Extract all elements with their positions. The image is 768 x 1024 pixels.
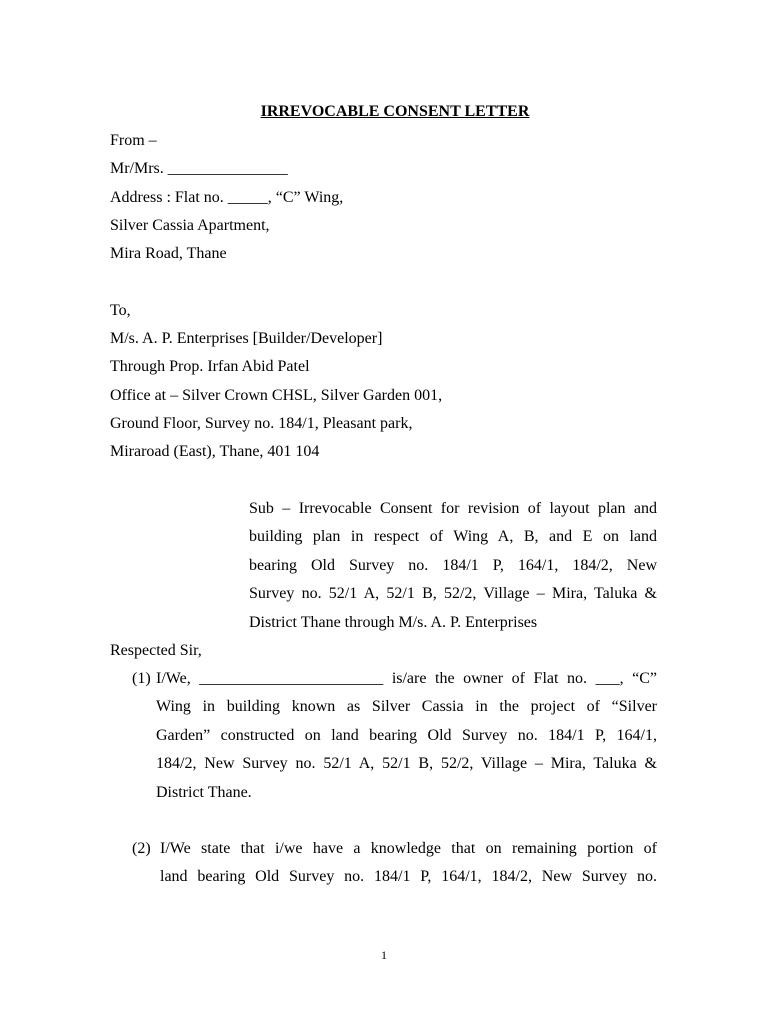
subject-line: Survey no. 52/1 A, 52/1 B, 52/2, Village – Mira, Taluka & — [249, 585, 657, 603]
salutation: Respected Sir, — [110, 642, 202, 659]
from-address-line: Address : Flat no. _____, “C” Wing, — [110, 189, 344, 206]
point-line: land bearing Old Survey no. 184/1 P, 164/1, 184/2, New Survey no. — [160, 868, 657, 886]
to-label: To, — [110, 302, 131, 319]
point-number: (2) — [132, 840, 151, 857]
point-1-body — [156, 665, 657, 807]
to-line: M/s. A. P. Enterprises [Builder/Developer] — [110, 330, 383, 347]
point-line: I/We, _______________________ is/are the owner of Flat no. ___, “C” — [156, 670, 657, 687]
point-line: District Thane. — [156, 783, 252, 801]
point-line: Wing in building known as Silver Cassia in the project of “Silver — [156, 698, 657, 716]
to-line: Office at – Silver Crown CHSL, Silver Garden 001, — [110, 387, 443, 404]
page-number: 1 — [381, 948, 387, 962]
subject-line: District Thane through M/s. A. P. Enterprises — [249, 613, 538, 631]
letter-title: IRREVOCABLE CONSENT LETTER — [260, 103, 530, 120]
from-address-line: Mira Road, Thane — [110, 245, 227, 262]
point-line: 184/2, New Survey no. 52/1 A, 52/1 B, 52/2, Village – Mira, Taluka & — [156, 755, 657, 773]
subject-line: bearing Old Survey no. 184/1 P, 164/1, 184/2, New — [249, 556, 657, 574]
point-number: (1) — [132, 670, 151, 687]
to-line: Miraroad (East), Thane, 401 104 — [110, 443, 320, 460]
point-line: Garden” constructed on land bearing Old Survey no. 184/1 P, 164/1, — [156, 726, 657, 744]
subject-line: building plan in respect of Wing A, B, and E on land — [249, 528, 657, 546]
point-2-body — [160, 835, 657, 892]
point-line: I/We state that i/we have a knowledge that on remaining portion of — [160, 840, 657, 857]
to-line: Through Prop. Irfan Abid Patel — [110, 358, 310, 375]
subject-block — [249, 495, 657, 637]
from-name: Mr/Mrs. _______________ — [110, 160, 288, 177]
subject-line: Sub – Irrevocable Consent for revision of layout plan and — [249, 500, 657, 517]
from-address-line: Silver Cassia Apartment, — [110, 217, 270, 234]
to-line: Ground Floor, Survey no. 184/1, Pleasant park, — [110, 415, 413, 432]
from-label: From – — [110, 132, 157, 149]
